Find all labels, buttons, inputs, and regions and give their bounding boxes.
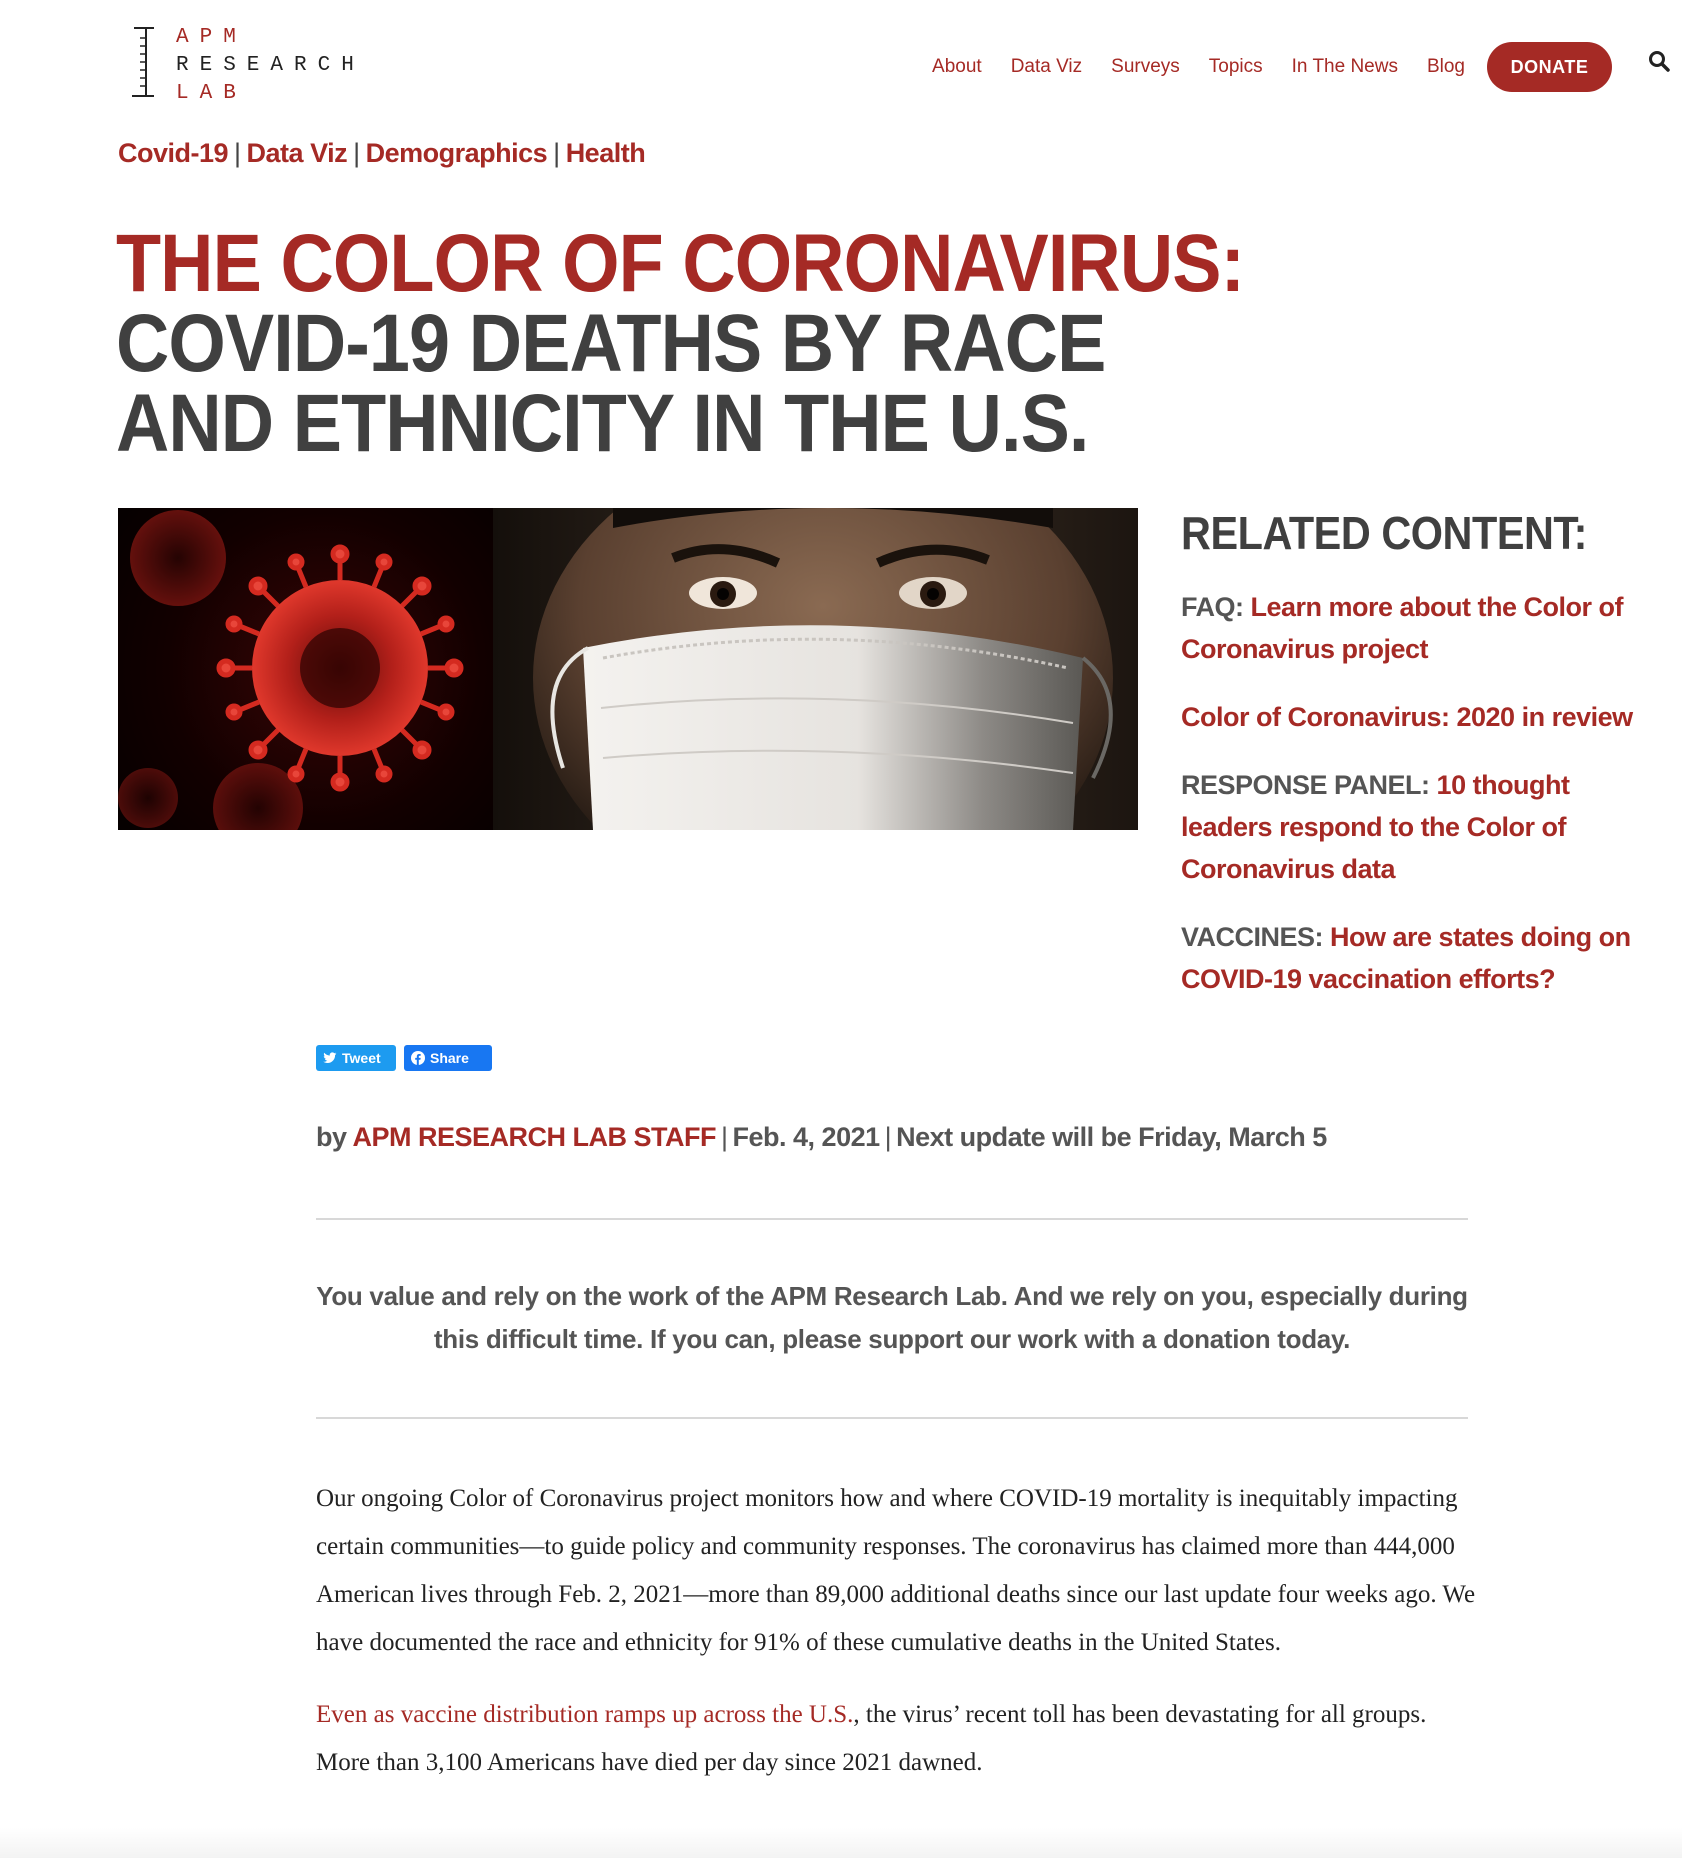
- social-share-bar: [316, 1045, 500, 1071]
- donation-appeal: You value and rely on the work of the APM Research Lab. And we rely on you, especially during this difficult time. If you can, please support our work with a donation today.: [316, 1281, 1468, 1354]
- article-paragraph-text: , the virus’ recent toll has been devastating for all groups. More than 3,100 Americans have died per day since 2021 dawned.: [316, 1701, 1427, 1776]
- separator: |: [353, 138, 360, 168]
- logo-ruler-icon: [128, 24, 158, 100]
- related-item-link[interactable]: Learn more about the Color of Coronavirus project: [1181, 592, 1624, 664]
- related-item-label: VACCINES:: [1181, 922, 1331, 952]
- byline-prefix: by: [316, 1122, 353, 1152]
- tweet-button-label: Tweet: [342, 1050, 381, 1066]
- byline-update-note: Next update will be Friday, March 5: [896, 1122, 1327, 1152]
- donate-button[interactable]: DONATE: [1487, 42, 1612, 92]
- bottom-fade: [0, 1828, 1682, 1858]
- category-health[interactable]: Health: [565, 138, 646, 168]
- category-covid-19[interactable]: Covid-19: [118, 138, 229, 168]
- virus-illustration: [118, 508, 493, 830]
- related-item-link[interactable]: How are states doing on COVID-19 vaccination efforts?: [1181, 922, 1631, 994]
- site-logo[interactable]: [128, 24, 388, 105]
- separator: |: [234, 138, 241, 168]
- byline-author[interactable]: APM RESEARCH LAB STAFF: [352, 1122, 717, 1152]
- byline-date: Feb. 4, 2021: [732, 1122, 880, 1152]
- search-icon[interactable]: [1648, 50, 1670, 72]
- logo-wordmark: [176, 24, 365, 105]
- masked-person-photo: [493, 508, 1138, 830]
- page-title: [116, 218, 1245, 469]
- related-item-label: RESPONSE PANEL:: [1181, 770, 1437, 800]
- logo-line-apm: APM: [176, 26, 247, 49]
- separator: |: [721, 1122, 728, 1152]
- divider: [316, 1417, 1468, 1419]
- related-item-response-panel: [1181, 764, 1651, 890]
- divider: [316, 1218, 1468, 1220]
- facebook-share-button[interactable]: [404, 1045, 492, 1071]
- main-nav: [903, 42, 1612, 92]
- logo-line-lab: LAB: [176, 82, 247, 105]
- article-paragraph: Our ongoing Color of Coronavirus project monitors how and where COVID-19 mortality is inequitably impacting certain communities—to guide policy and community responses. The coronavirus has claimed more than 444,000 American lives through Feb. 2, 2021—more than 89,000 additional deaths since our last update four weeks ago. We have documented the race and ethnicity for 91% of these cumulative deaths in the United States.: [316, 1485, 1476, 1656]
- share-button-label: Share: [430, 1050, 469, 1066]
- related-item-label: FAQ:: [1181, 592, 1251, 622]
- byline: [316, 1122, 1327, 1153]
- hero-image: [118, 508, 1138, 830]
- nav-item-in-the-news[interactable]: In The News: [1291, 56, 1398, 77]
- category-links: [118, 138, 645, 169]
- separator: |: [884, 1122, 892, 1152]
- separator: |: [553, 138, 560, 168]
- related-item-link[interactable]: 10 thought leaders respond to the Color of Coronavirus data: [1181, 770, 1570, 884]
- nav-item-surveys[interactable]: Surveys: [1111, 56, 1180, 77]
- tweet-button[interactable]: [316, 1045, 396, 1071]
- related-item-faq: [1181, 586, 1651, 670]
- related-item-2020-review: [1181, 696, 1651, 738]
- category-demographics[interactable]: Demographics: [365, 138, 548, 168]
- related-item-link[interactable]: Color of Coronavirus: 2020 in review: [1181, 702, 1633, 732]
- category-data-viz[interactable]: Data Viz: [246, 138, 348, 168]
- page-title-line2: COVID-19 DEATHS BY RACE AND ETHNICITY IN THE U.S.: [116, 298, 1106, 469]
- article-body: [316, 1475, 1476, 1811]
- nav-item-data-viz[interactable]: Data Viz: [1010, 56, 1083, 77]
- related-content-list: [1181, 586, 1651, 1000]
- related-content: [1181, 506, 1651, 1000]
- nav-item-blog[interactable]: Blog: [1426, 56, 1465, 77]
- nav-item-topics[interactable]: Topics: [1208, 56, 1263, 77]
- vaccine-distribution-link[interactable]: Even as vaccine distribution ramps up across the U.S.: [316, 1701, 854, 1728]
- logo-line-research: RESEARCH: [176, 54, 365, 77]
- related-content-heading: RELATED CONTENT:: [1181, 507, 1588, 559]
- article-paragraph: [316, 1691, 1476, 1787]
- page-title-line1: THE COLOR OF CORONAVIRUS:: [116, 218, 1245, 309]
- facebook-icon: [411, 1051, 425, 1065]
- twitter-icon: [323, 1052, 337, 1064]
- nav-item-about[interactable]: About: [932, 56, 982, 77]
- related-item-vaccines: [1181, 916, 1651, 1000]
